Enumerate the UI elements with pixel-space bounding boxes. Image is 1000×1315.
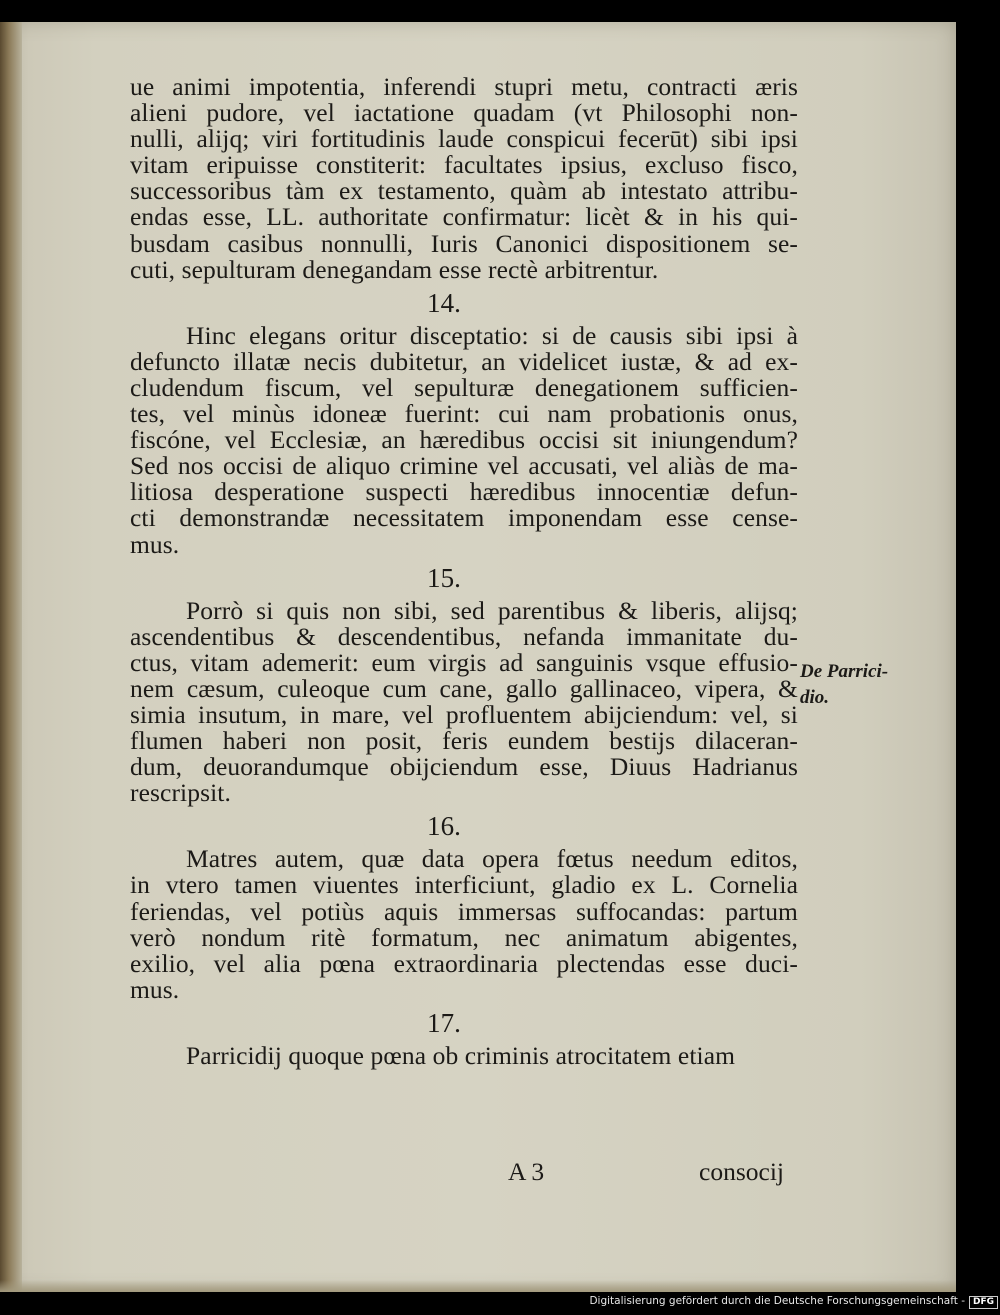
text-line: vitam eripuisse constiterit: facultates ipsius, excluso fisco,	[130, 150, 798, 180]
text-line: dum, deuorandumque obijciendum esse, Diuus Hadrianus	[130, 752, 798, 782]
text-line: Sed nos occisi de aliquo crimine vel accusati, vel aliàs de ma-	[130, 451, 798, 481]
text-line: nem cæsum, culeoque cum cane, gallo gallinaceo, vipera, &	[130, 673, 798, 703]
text-line: tes, vel minùs idoneæ fuerint: cui nam probationis onus,	[130, 399, 798, 429]
catchword: consocij	[699, 1157, 784, 1186]
text-line: simia insutum, in mare, vel profluentem abijciendum: vel, si	[130, 699, 798, 729]
page-body-text	[130, 74, 798, 1069]
section-number-15: 15.	[426, 562, 462, 593]
digitization-credit	[589, 1294, 998, 1309]
text-line: mus.	[130, 529, 180, 559]
text-line: feriendas, vel potiùs aquis immersas suffocandas: partum	[130, 896, 798, 926]
text-line: in vtero tamen viuentes interficiunt, gladio ex L. Cornelia	[130, 870, 798, 900]
dfg-logo: DFG	[969, 1296, 998, 1309]
text-line: ue animi impotentia, inferendi stupri metu, contracti æris	[130, 72, 798, 101]
text-line: Hinc elegans oritur disceptatio: si de causis sibi ipsi à	[186, 320, 798, 350]
text-line: Matres autem, quæ data opera fœtus needum editos,	[186, 844, 798, 874]
margin-note-line: De Parrici-	[800, 661, 889, 682]
section-number-14: 14.	[426, 287, 462, 318]
text-line: successoribus tàm ex testamento, quàm ab intestato attribu-	[130, 176, 798, 206]
section-number-17: 17.	[426, 1007, 462, 1038]
text-line: fiscóne, vel Ecclesiæ, an hæredibus occisi sit iniungendum?	[130, 425, 798, 455]
text-line: rescripsit.	[130, 778, 231, 808]
margin-note-line: dio.	[800, 687, 830, 708]
page-binding-edge	[0, 22, 22, 1292]
page-bottom-edge	[0, 1280, 956, 1292]
text-line: ctus, vitam ademerit: eum virgis ad sanguinis vsque effusio-	[130, 647, 798, 677]
text-line: verò nondum ritè formatum, nec animatum abigentes,	[130, 922, 798, 952]
text-line: cti demonstrandæ necessitatem imponendam esse cense-	[130, 503, 798, 533]
signature-mark: A 3	[508, 1157, 545, 1186]
text-line: nulli, alijq; viri fortitudinis laude conspicui fecerūt) sibi ipsi	[130, 124, 798, 154]
text-line: ascendentibus & descendentibus, nefanda immanitate du-	[130, 621, 798, 651]
credit-text: Digitalisierung gefördert durch die Deutsche Forschungsgemeinschaft -	[589, 1295, 965, 1307]
text-line: litiosa desperatione suspecti hæredibus innocentiæ defun-	[130, 477, 798, 507]
section-number-16: 16.	[426, 811, 462, 842]
text-line: cludendum fiscum, vel sepulturæ denegationem sufficien-	[130, 372, 798, 402]
text-line: defuncto illatæ necis dubitetur, an videlicet iustæ, & ad ex-	[130, 346, 798, 376]
text-line: cuti, sepulturam denegandam esse rectè arbitrentur.	[130, 254, 659, 284]
text-line: flumen haberi non posit, feris eundem bestijs dilaceran-	[130, 726, 798, 756]
text-line: exilio, vel alia pœna extraordinaria plectendas esse duci-	[130, 948, 798, 978]
text-line: Porrò si quis non sibi, sed parentibus & liberis, alijsq;	[186, 595, 798, 625]
text-line: endas esse, LL. authoritate confirmatur: licèt & in his qui-	[130, 202, 798, 232]
text-line: mus.	[130, 974, 180, 1004]
page-footer	[130, 1157, 798, 1187]
text-line: busdam casibus nonnulli, Iuris Canonici dispositionem se-	[130, 228, 798, 258]
text-line: Parricidij quoque pœna ob criminis atrocitatem etiam	[186, 1040, 736, 1070]
text-line: alieni pudore, vel iactatione quadam (vt Philosophi non-	[130, 98, 798, 128]
